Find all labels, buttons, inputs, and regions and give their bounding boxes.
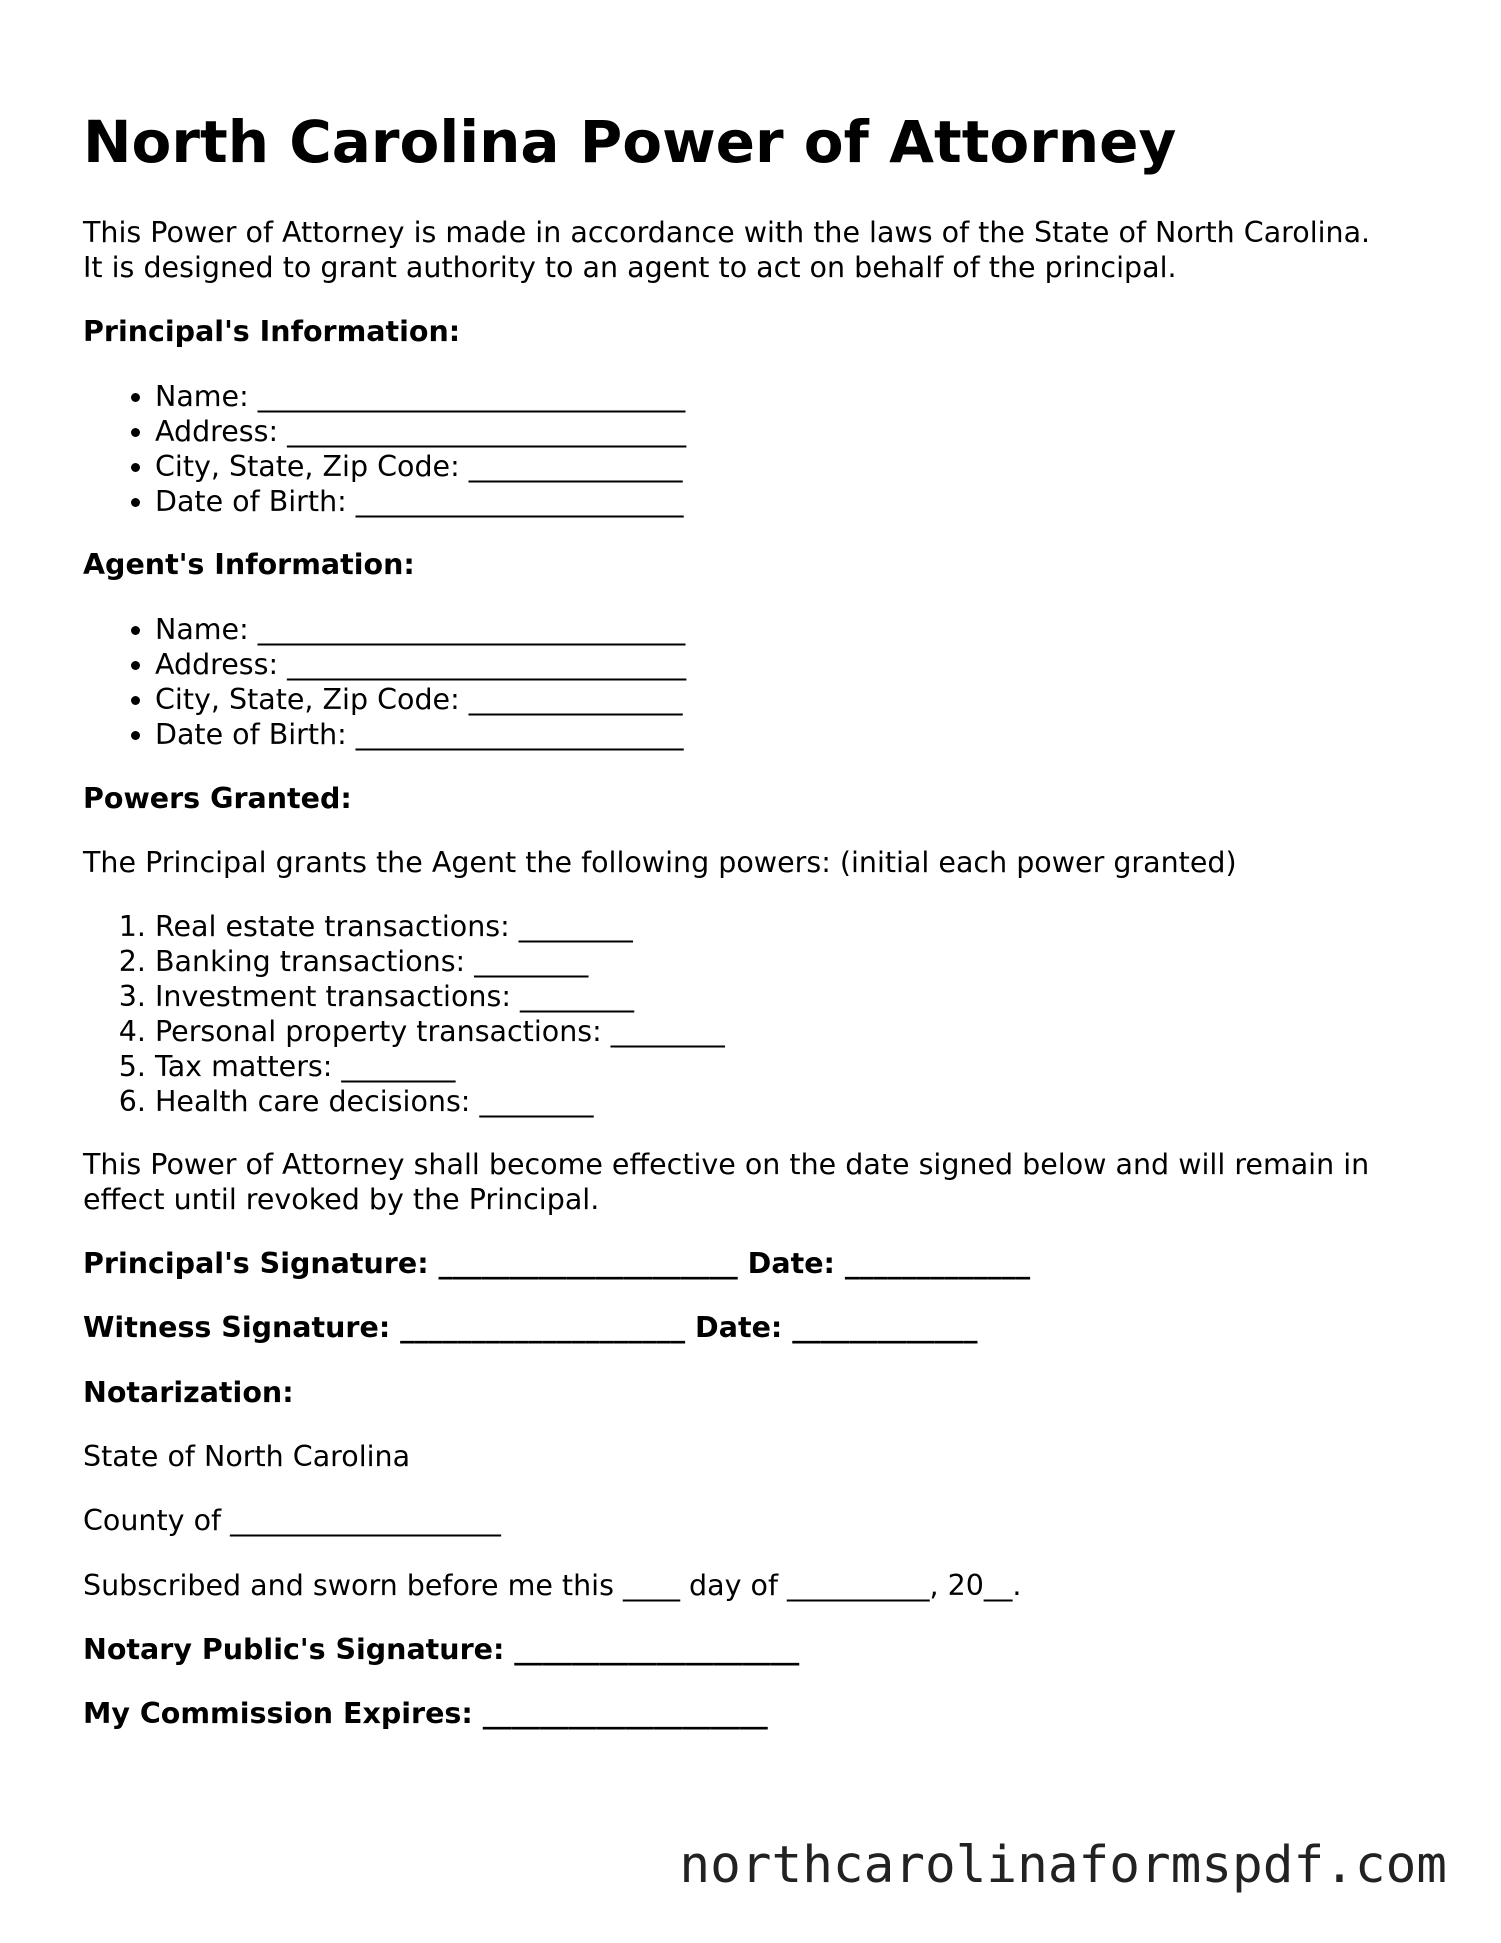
principal-dob-field: • Date of Birth: _______________________ — [155, 484, 686, 519]
principal-city-state-zip-field: • City, State, Zip Code: _______________ — [155, 449, 686, 484]
effective-line-2: effect until revoked by the Principal. — [83, 1183, 600, 1216]
witness-signature-line: Witness Signature: ____________________ Date: _____________ — [83, 1311, 978, 1344]
notary-public-signature-line: Notary Public's Signature: ____________________ — [83, 1633, 800, 1666]
agent-fields-list — [83, 612, 686, 752]
intro-line-2: It is designed to grant authority to an agent to act on behalf of the principal. — [83, 251, 1177, 284]
notary-state: State of North Carolina — [83, 1440, 411, 1473]
powers-granted-heading: Powers Granted: — [83, 782, 352, 815]
notary-county: County of ___________________ — [83, 1504, 501, 1537]
agent-dob-field: • Date of Birth: _______________________ — [155, 717, 686, 752]
power-real-estate: 1. Real estate transactions: ________ — [155, 909, 725, 944]
agent-city-state-zip-field: • City, State, Zip Code: _______________ — [155, 682, 686, 717]
intro-line-1: This Power of Attorney is made in accordance with the laws of the State of North Carolina. — [83, 216, 1371, 249]
powers-intro: The Principal grants the Agent the following powers: (initial each power granted) — [83, 846, 1237, 879]
principal-name-field: • Name: ______________________________ — [155, 379, 686, 414]
power-banking: 2. Banking transactions: ________ — [155, 944, 725, 979]
power-health-care: 6. Health care decisions: ________ — [155, 1084, 725, 1119]
principal-address-field: • Address: ____________________________ — [155, 414, 686, 449]
power-tax-matters: 5. Tax matters: ________ — [155, 1049, 725, 1084]
notarization-heading: Notarization: — [83, 1376, 294, 1409]
document-title: North Carolina Power of Attorney — [83, 108, 1177, 176]
principal-signature-line: Principal's Signature: _____________________ Date: _____________ — [83, 1247, 1031, 1280]
site-watermark: northcarolinaformspdf.com — [679, 1836, 1447, 1895]
commission-expires-line: My Commission Expires: ____________________ — [83, 1697, 768, 1730]
effective-line-1: This Power of Attorney shall become effective on the date signed below and will remain in — [83, 1148, 1370, 1181]
notary-sworn-statement: Subscribed and sworn before me this ____ day of __________, 20__. — [83, 1569, 1022, 1602]
power-personal-property: 4. Personal property transactions: ________ — [155, 1014, 725, 1049]
power-investment: 3. Investment transactions: ________ — [155, 979, 725, 1014]
agent-info-heading: Agent's Information: — [83, 548, 415, 581]
agent-name-field: • Name: ______________________________ — [155, 612, 686, 647]
principal-info-heading: Principal's Information: — [83, 315, 461, 348]
powers-list — [83, 909, 725, 1119]
principal-fields-list — [83, 379, 686, 519]
agent-address-field: • Address: ____________________________ — [155, 647, 686, 682]
